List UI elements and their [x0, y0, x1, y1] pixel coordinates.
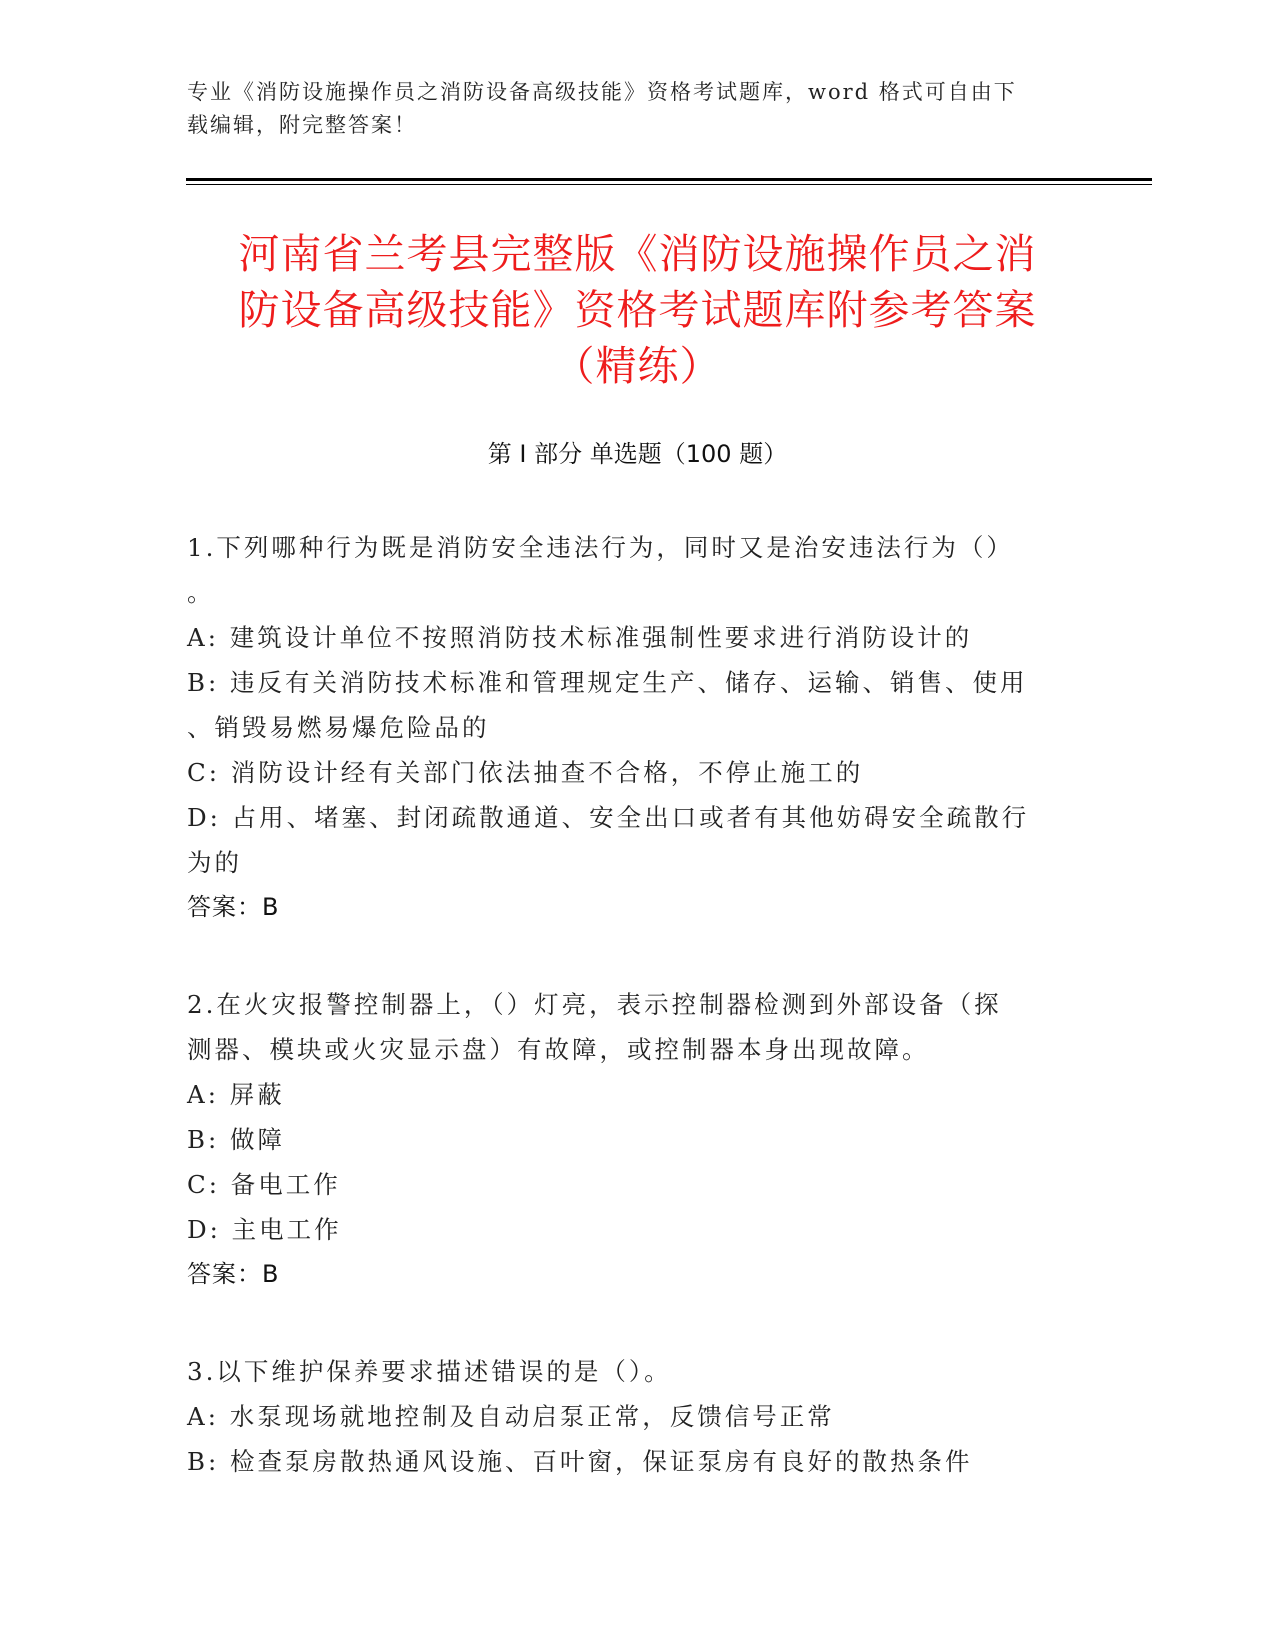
- answer-option-line: A: 水泵现场就地控制及自动启泵正常，反馈信号正常: [187, 1402, 835, 1431]
- answer-option: [187, 1439, 1087, 1484]
- answer-option: [187, 660, 1087, 750]
- answer-option-line: B: 违反有关消防技术标准和管理规定生产、储存、运输、销售、使用: [187, 668, 1028, 697]
- answer-option-line: A: 建筑设计单位不按照消防技术标准强制性要求进行消防设计的: [187, 623, 973, 652]
- answer-option-line: D: 主电工作: [187, 1215, 342, 1244]
- answer-option: [187, 1207, 1087, 1252]
- answer-option-line: D: 占用、堵塞、封闭疏散通道、安全出口或者有其他妨碍安全疏散行: [187, 803, 1030, 832]
- question-item: [187, 525, 1087, 930]
- answer-option: [187, 1394, 1087, 1439]
- question-item: [187, 1349, 1087, 1484]
- question-stem-line: 1.下列哪种行为既是消防安全违法行为，同时又是治安违法行为（）: [187, 533, 1014, 562]
- header-line: 载编辑，附完整答案！: [187, 113, 417, 137]
- answer-option: [187, 1162, 1087, 1207]
- answer-option: [187, 615, 1087, 660]
- section-heading: 第 I 部分 单选题（100 题）: [487, 440, 788, 468]
- answer-option: [187, 795, 1087, 885]
- question-stem-line: 。: [187, 578, 215, 607]
- header-divider-thick: [186, 178, 1152, 181]
- answer-option: [187, 750, 1087, 795]
- header-divider-thin: [186, 184, 1152, 185]
- title-line: （精练）: [553, 342, 722, 390]
- answer-key: 答案：B: [187, 1260, 280, 1288]
- answer-option: [187, 1072, 1087, 1117]
- title-line: 防设备高级技能》资格考试题库附参考答案: [238, 286, 1037, 334]
- answer-option-line: 、销毁易燃易爆危险品的: [187, 713, 490, 742]
- answer-option-line: 为的: [187, 848, 242, 877]
- answer-key: 答案：B: [187, 893, 280, 921]
- question-stem-line: 测器、模块或火灾显示盘）有故障，或控制器本身出现故障。: [187, 1035, 930, 1064]
- question-stem-line: 2.在火灾报警控制器上，（）灯亮，表示控制器检测到外部设备（探: [187, 990, 1002, 1019]
- document-header: [187, 76, 1067, 142]
- answer-option-line: C: 备电工作: [187, 1170, 341, 1199]
- header-line: 专业《消防设施操作员之消防设备高级技能》资格考试题库，word 格式可自由下: [187, 80, 1017, 104]
- question-list: [187, 525, 1087, 1536]
- question-stem-line: 3.以下维护保养要求描述错误的是（）。: [187, 1357, 672, 1386]
- question-item: [187, 982, 1087, 1297]
- answer-option-line: C: 消防设计经有关部门依法抽查不合格，不停止施工的: [187, 758, 864, 787]
- answer-option-line: A: 屏蔽: [187, 1080, 285, 1109]
- document-title: [150, 226, 1125, 394]
- title-line: 河南省兰考县完整版《消防设施操作员之消: [238, 230, 1037, 278]
- answer-option-line: B: 做障: [187, 1125, 286, 1154]
- answer-option-line: B: 检查泵房散热通风设施、百叶窗，保证泵房有良好的散热条件: [187, 1447, 973, 1476]
- answer-option: [187, 1117, 1087, 1162]
